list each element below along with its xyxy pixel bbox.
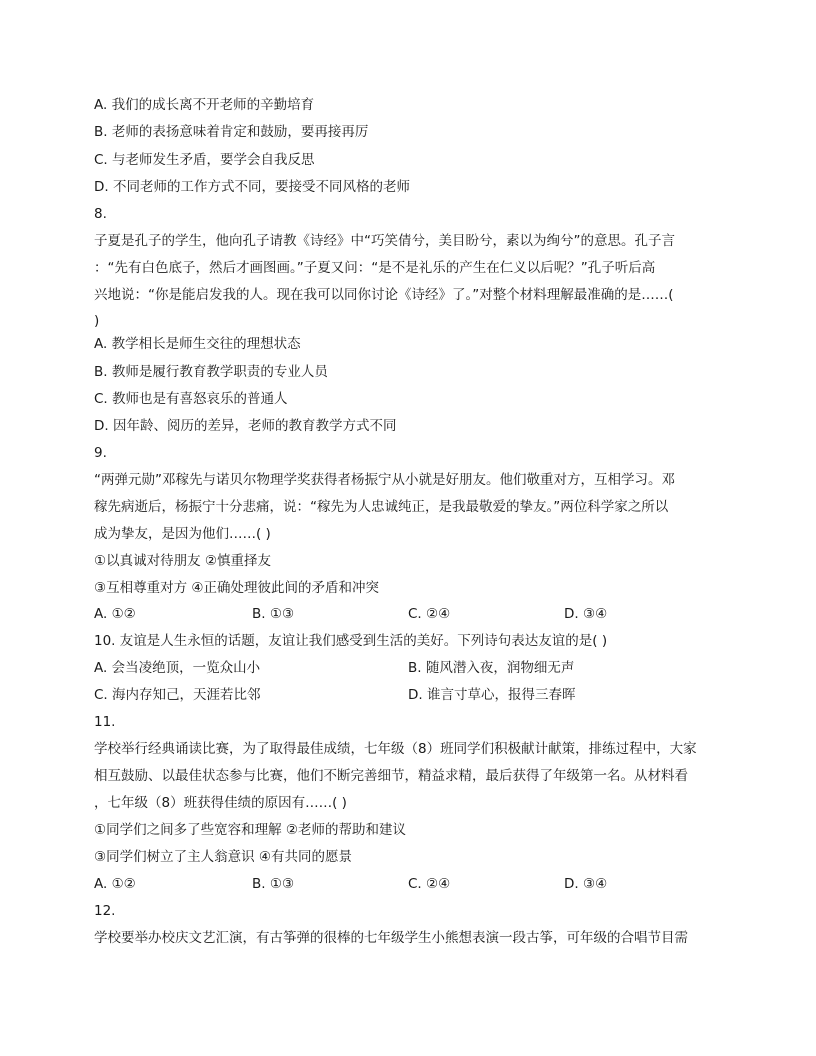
- q8-stem-line: 兴地说：“你是能启发我的人。现在我可以同你讨论《诗经》了。”对整个材料理解最准确的是……(: [94, 287, 674, 303]
- q9-option-a: A. ①②: [94, 606, 136, 622]
- q12-number: 12.: [94, 903, 116, 919]
- q8-option-b: B. 教师是履行教育教学职责的专业人员: [94, 364, 328, 380]
- q11-stem-line: ，七年级（8）班获得佳绩的原因有……( ): [94, 795, 347, 811]
- q9-number: 9.: [94, 445, 107, 461]
- q11-option-c: C. ②④: [408, 876, 451, 892]
- q8-number: 8.: [94, 206, 107, 222]
- q11-option-b: B. ①③: [252, 876, 295, 892]
- q9-stem-line: 稼先病逝后，杨振宁十分悲痛，说：“稼先为人忠诚纯正，是我最敬爱的挚友。”两位科学家之所以: [94, 499, 669, 515]
- q8-stem-line: ): [94, 313, 100, 329]
- q8-option-d: D. 因年龄、阅历的差异，老师的教育教学方式不同: [94, 418, 397, 434]
- q7-option-a: A. 我们的成长离不开老师的辛勤培育: [94, 97, 315, 113]
- q9-option-c: C. ②④: [408, 606, 451, 622]
- q9-options-row: [94, 605, 724, 623]
- q11-statement: ③同学们树立了主人翁意识 ④有共同的愿景: [94, 849, 352, 865]
- q10-option-c: C. 海内存知己，天涯若比邻: [94, 687, 261, 703]
- q11-option-a: A. ①②: [94, 876, 136, 892]
- q8-stem-line: ：“先有白色底子，然后才画图画。”子夏又问：“是不是礼乐的产生在仁义以后呢？”孔子听后高: [94, 260, 656, 276]
- q12-stem-line: 学校要举办校庆文艺汇演，有古筝弹的很棒的七年级学生小熊想表演一段古筝，可年级的合唱节目需: [94, 930, 688, 946]
- q8-option-c: C. 教师也是有喜怒哀乐的普通人: [94, 391, 288, 407]
- q11-stem-line: 学校举行经典诵读比赛，为了取得最佳成绩，七年级（8）班同学们积极献计献策，排练过程中，大家: [94, 741, 697, 757]
- q9-stem-line: 成为挚友，是因为他们……( ): [94, 526, 271, 542]
- q11-statement: ①同学们之间多了些宽容和理解 ②老师的帮助和建议: [94, 822, 406, 838]
- q11-options-row: [94, 875, 724, 893]
- q9-statement: ①以真诚对待朋友 ②慎重择友: [94, 553, 271, 569]
- q9-stem-line: “两弹元勋”邓稼先与诺贝尔物理学奖获得者杨振宁从小就是好朋友。他们敬重对方，互相学习。邓: [94, 472, 675, 488]
- q10-option-d: D. 谁言寸草心，报得三春晖: [408, 687, 576, 703]
- q9-statement: ③互相尊重对方 ④正确处理彼此间的矛盾和冲突: [94, 580, 379, 596]
- q7-option-d: D. 不同老师的工作方式不同，要接受不同风格的老师: [94, 179, 410, 195]
- q10-option-b: B. 随风潜入夜，润物细无声: [408, 660, 575, 676]
- q9-option-d: D. ③④: [564, 606, 608, 622]
- q8-option-a: A. 教学相长是师生交往的理想状态: [94, 336, 301, 352]
- q11-option-d: D. ③④: [564, 876, 608, 892]
- q11-number: 11.: [94, 714, 116, 730]
- q7-option-b: B. 老师的表扬意味着肯定和鼓励，要再接再厉: [94, 124, 369, 140]
- q10-stem: 10. 友谊是人生永恒的话题，友谊让我们感受到生活的美好。下列诗句表达友谊的是( ): [94, 633, 608, 649]
- q10-option-a: A. 会当凌绝顶，一览众山小: [94, 660, 261, 676]
- q9-option-b: B. ①③: [252, 606, 295, 622]
- q7-option-c: C. 与老师发生矛盾，要学会自我反思: [94, 152, 315, 168]
- q10-options-row: [94, 686, 724, 704]
- q10-options-row: [94, 659, 724, 677]
- q8-stem-line: 子夏是孔子的学生，他向孔子请教《诗经》中“巧笑倩兮，美目盼兮，素以为绚兮”的意思。孔子言: [94, 233, 675, 249]
- q11-stem-line: 相互鼓励、以最佳状态参与比赛，他们不断完善细节，精益求精，最后获得了年级第一名。从材料看: [94, 768, 688, 784]
